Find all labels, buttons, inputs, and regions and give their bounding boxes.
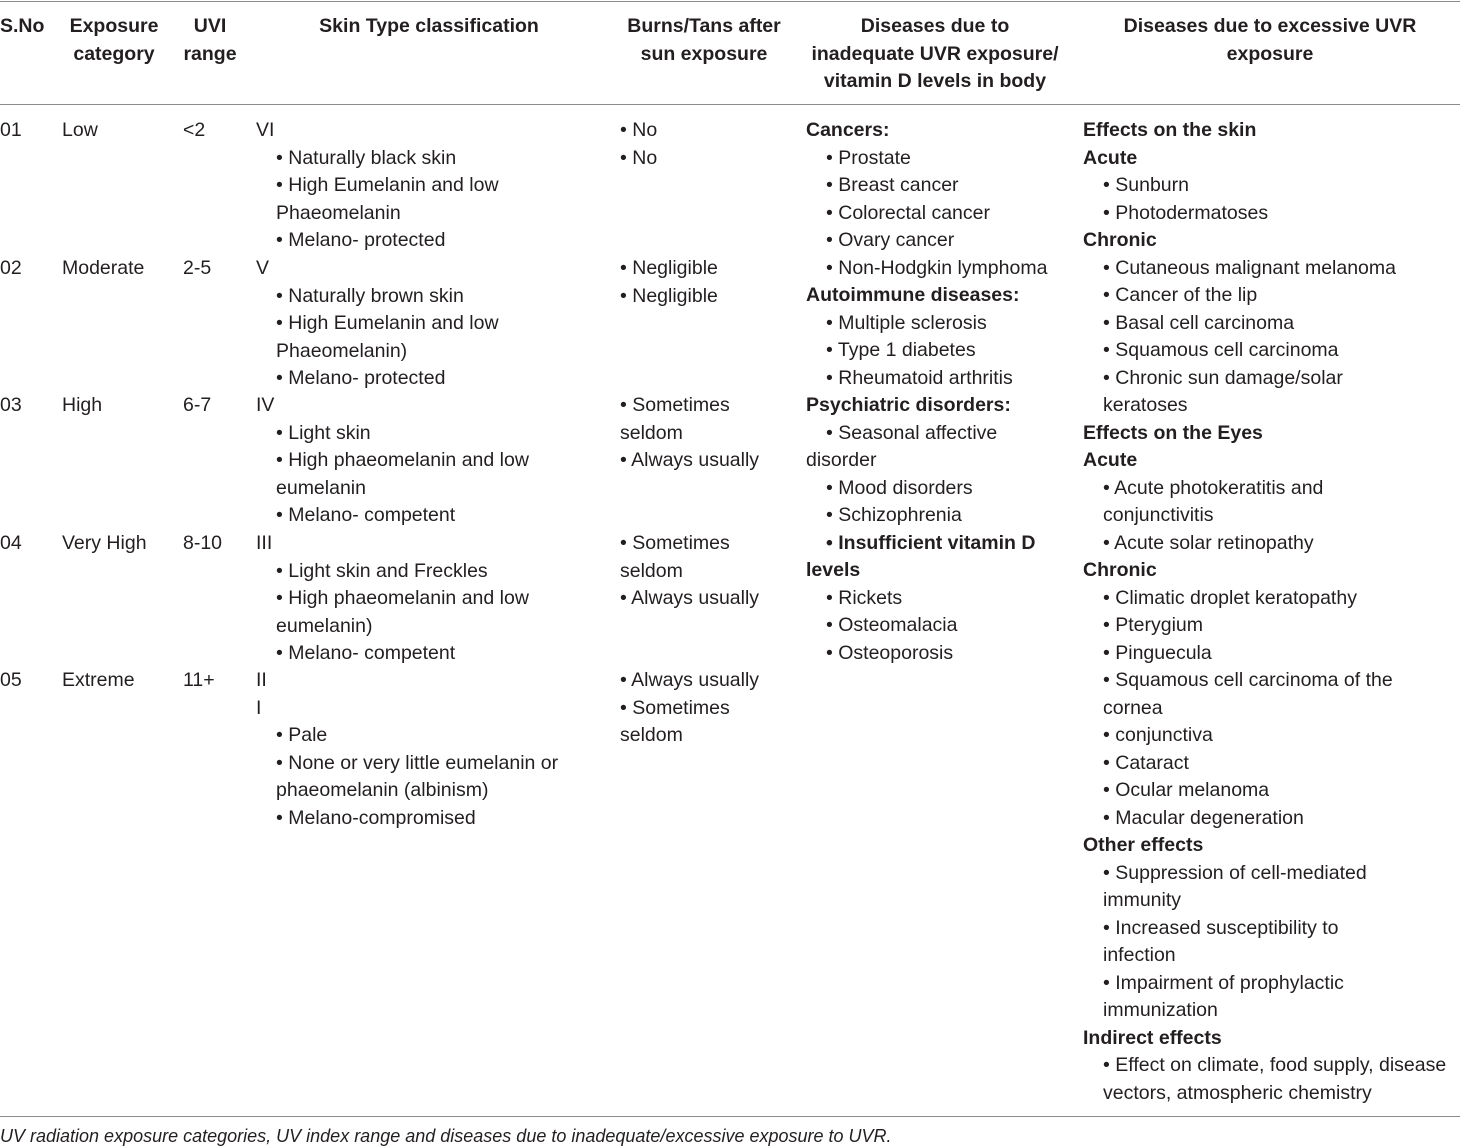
table-bottom-rule bbox=[0, 1116, 1460, 1117]
row-05-burns: • Always usually • Sometimes seldom bbox=[620, 669, 760, 746]
row-03-burns: • Sometimes seldom • Always usually bbox=[620, 394, 760, 471]
header-uvi-range: UVI range bbox=[183, 15, 237, 65]
row-02-sno: 02 bbox=[0, 257, 22, 279]
row-02-burns: • Negligible • Negligible bbox=[620, 257, 718, 307]
header-burns-tans: Burns/Tans after sun exposure bbox=[627, 15, 781, 65]
row-04-skin-type: III • Light skin and Freckles • High phaeomelanin and low eumelanin) • Melano- competent bbox=[256, 532, 529, 664]
row-05-uvi: 11+ bbox=[183, 669, 215, 691]
header-excessive-uvr: Diseases due to excessive UVR exposure bbox=[1123, 15, 1417, 65]
row-01-category: Low bbox=[62, 119, 98, 141]
row-04-uvi: 8-10 bbox=[183, 532, 223, 554]
row-01-uvi: <2 bbox=[183, 119, 206, 141]
row-03-skin-type: IV • Light skin • High phaeomelanin and low eumelanin • Melano- competent bbox=[256, 394, 529, 526]
row-03-category: High bbox=[62, 394, 103, 416]
header-skin-type: Skin Type classification bbox=[319, 15, 539, 37]
excessive-uvr-diseases: Effects on the skin Acute • Sunburn • Photodermatoses Chronic • Cutaneous malignant melanoma • Cancer of the lip • Basal cell carcinoma • Squamous cell carcinoma • Chronic sun damage/solar keratoses Effects on the Eyes Acute • Acute photokeratitis and conjunctivitis • Acute solar retinopathy Chronic • Climatic droplet keratopathy • Pterygium • Pinguecula • Squamous cell carcinoma of the cornea • conjunctiva • Cataract • Ocular melanoma • Macular degeneration Other effects • Suppression of cell-mediated immunity • Increased susceptibility to infection • Impairment of prophylactic immunization Indirect effects • Effect on climate, food supply, disease vectors, atmospheric chemistry bbox=[1083, 119, 1447, 1104]
row-02-skin-type: V • Naturally brown skin • High Eumelanin and low Phaeomelanin) • Melano- protected bbox=[256, 257, 499, 389]
row-03-uvi: 6-7 bbox=[183, 394, 212, 416]
row-04-category: Very High bbox=[62, 532, 147, 554]
row-02-uvi: 2-5 bbox=[183, 257, 212, 279]
row-05-sno: 05 bbox=[0, 669, 22, 691]
row-02-category: Moderate bbox=[62, 257, 145, 279]
header-exposure-category: Exposure category bbox=[69, 15, 159, 65]
row-01-sno: 01 bbox=[0, 119, 22, 141]
row-03-sno: 03 bbox=[0, 394, 22, 416]
table-caption: UV radiation exposure categories, UV index range and diseases due to inadequate/excessive exposure to UVR. bbox=[0, 1126, 892, 1146]
header-sno: S.No bbox=[0, 15, 45, 37]
row-04-burns: • Sometimes seldom • Always usually bbox=[620, 532, 760, 609]
row-01-burns: • No • No bbox=[620, 119, 658, 169]
row-01-skin-type: VI • Naturally black skin • High Eumelanin and low Phaeomelanin • Melano- protected bbox=[256, 119, 499, 251]
table-top-rule bbox=[0, 1, 1460, 2]
row-04-sno: 04 bbox=[0, 532, 22, 554]
row-05-category: Extreme bbox=[62, 669, 135, 691]
inadequate-uvr-diseases: Cancers: • Prostate • Breast cancer • Colorectal cancer • Ovary cancer • Non-Hodgkin lymphoma Autoimmune diseases: • Multiple sclerosis • Type 1 diabetes • Rheumatoid arthritis Psychiatric disorders: • Seasonal affective disorder • Mood disorders • Schizophrenia • Insufficient vitamin D levels • Rickets • Osteomalacia • Osteoporosis bbox=[806, 119, 1048, 664]
row-05-skin-type: II I • Pale • None or very little eumelanin or phaeomelanin (albinism) • Melano-compromised bbox=[256, 669, 559, 829]
header-inadequate-uvr: Diseases due to inadequate UVR exposure/ vitamin D levels in body bbox=[811, 15, 1059, 92]
header-rule bbox=[0, 104, 1460, 105]
